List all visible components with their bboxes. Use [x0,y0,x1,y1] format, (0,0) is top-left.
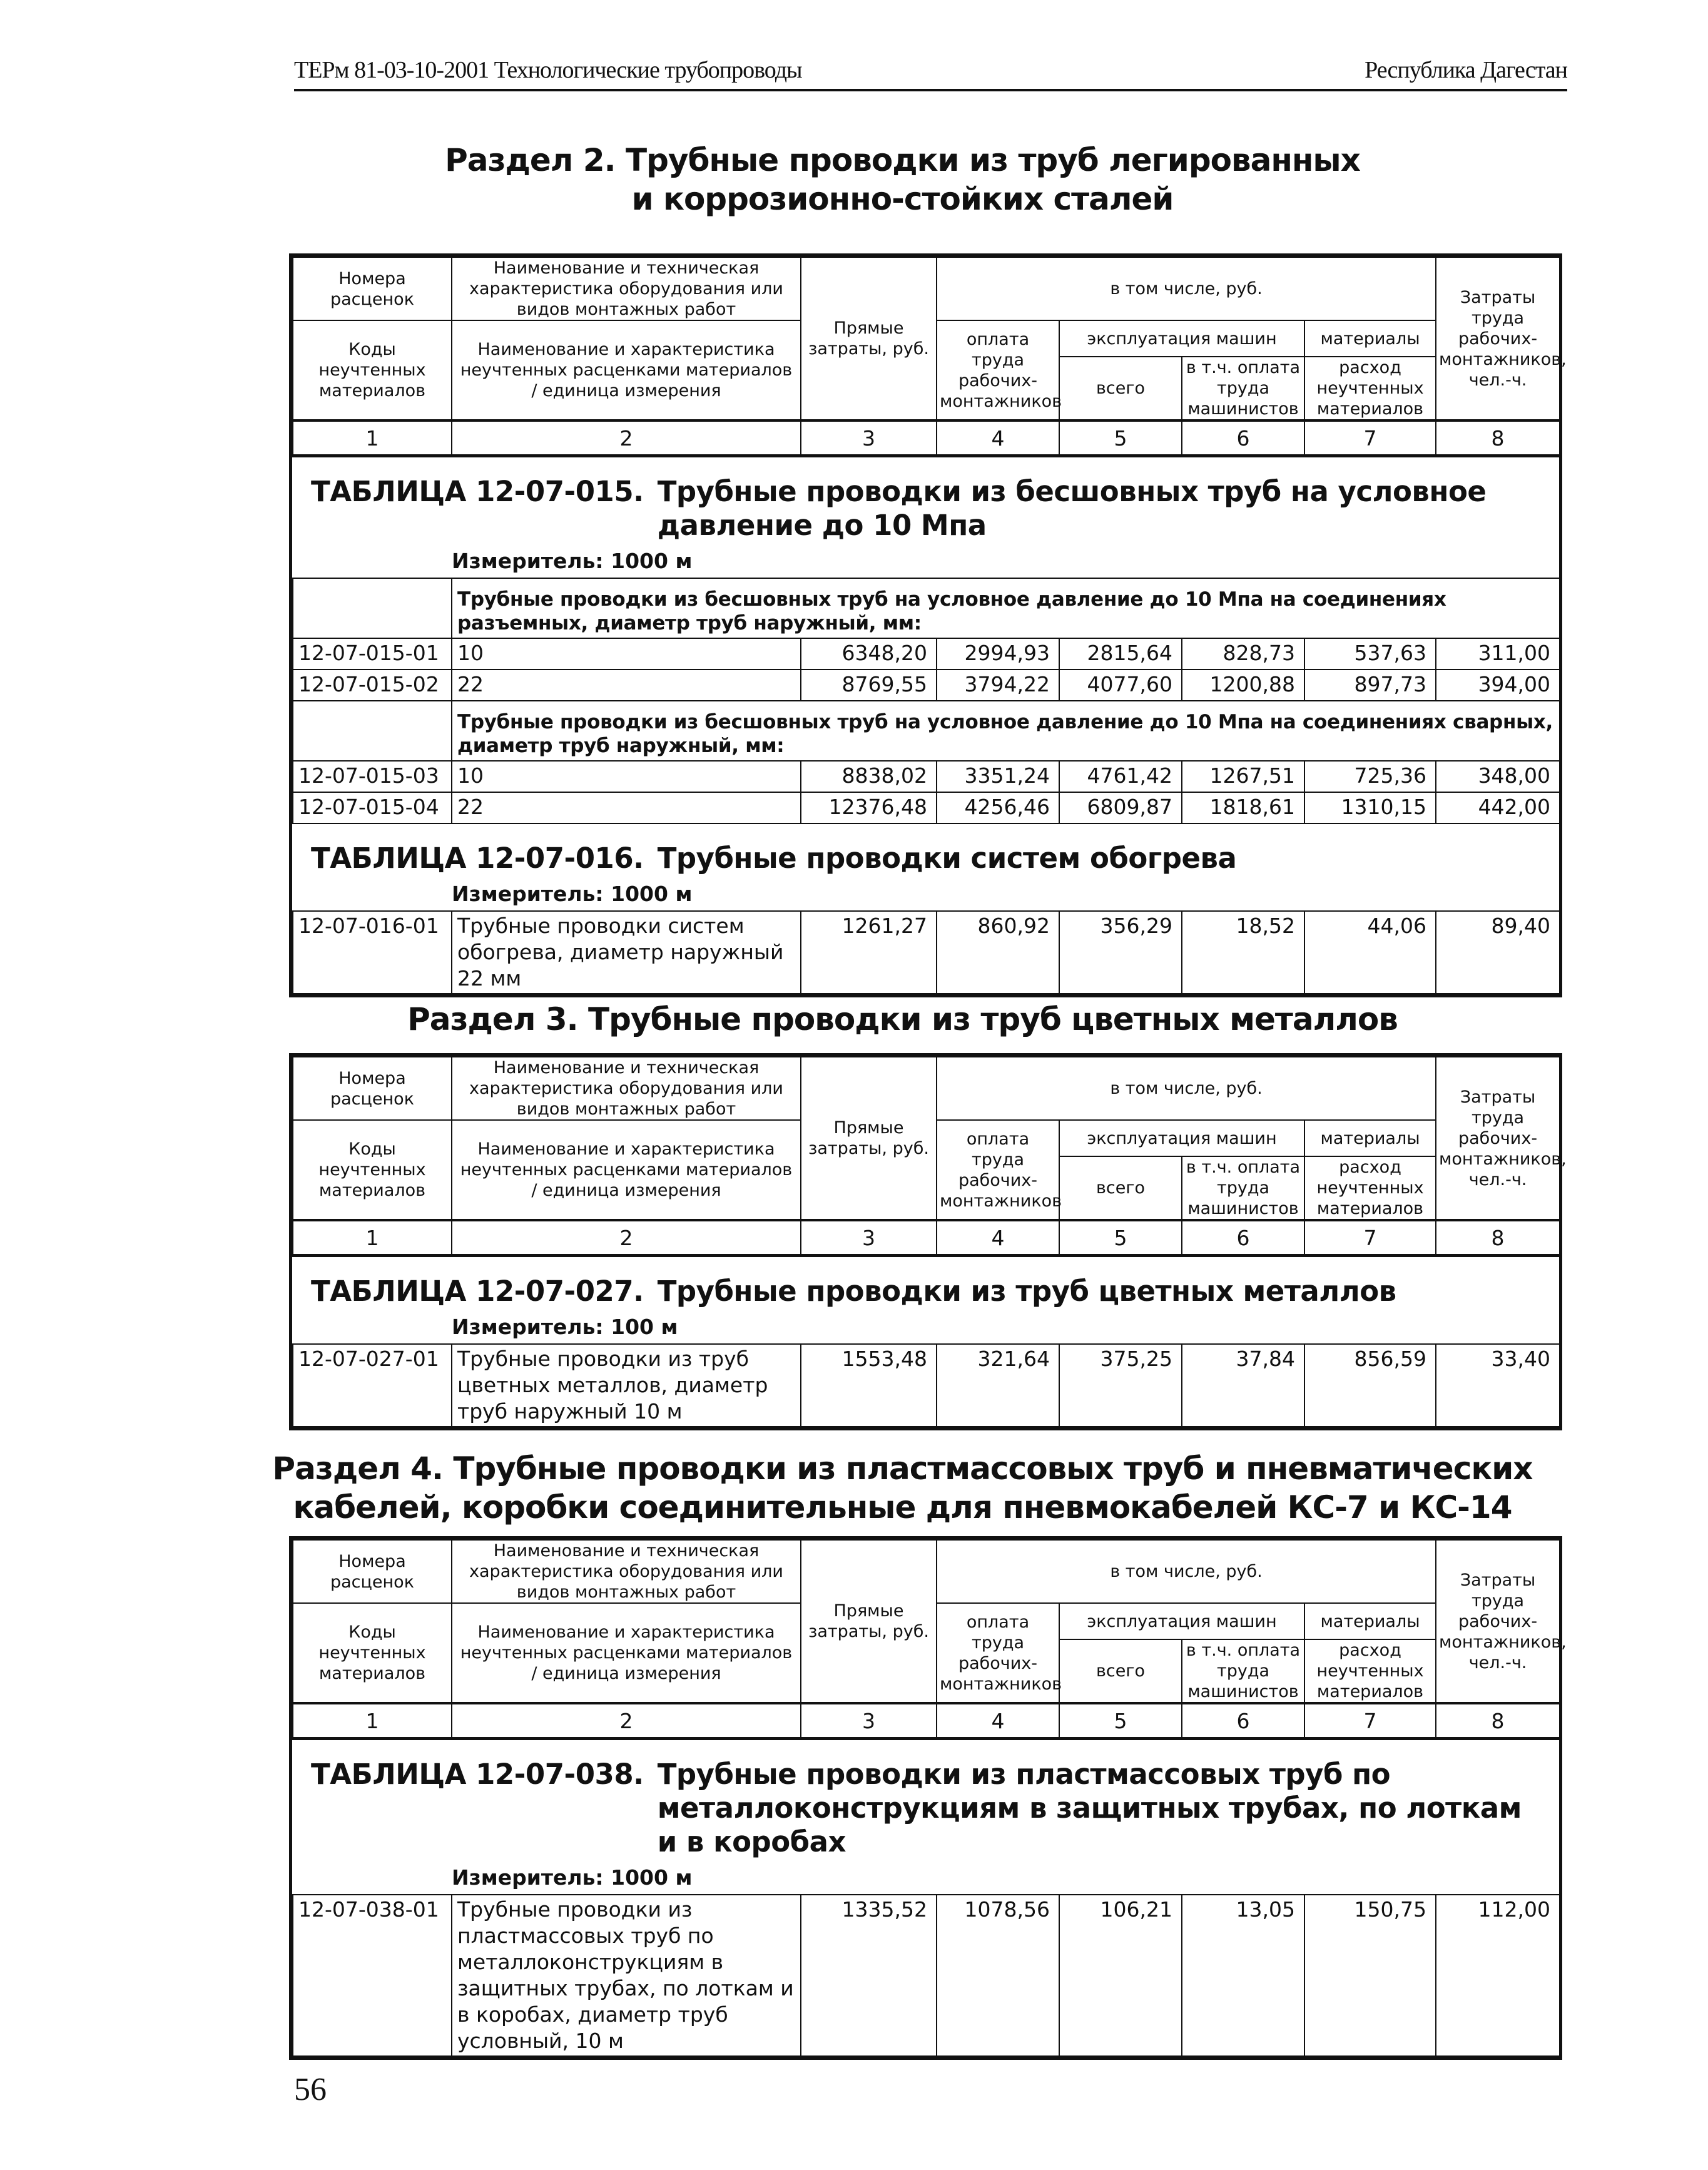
column-header [292,257,1567,457]
column-number: 3 [801,1220,937,1256]
page-number: 56 [294,2072,327,2107]
table-code: ТАБЛИЦА 12-07-016. [311,842,644,875]
cell-c7: 856,59 [1304,1344,1436,1427]
cell-c4: 4256,46 [937,792,1059,823]
work-name: Трубные проводки из труб цветных металлов, диаметр труб наружный 10 м [452,1344,801,1427]
table-title [292,824,1559,875]
header-exploitation: эксплуатация машин [1059,320,1304,357]
header-group: в том числе, руб. [937,1057,1436,1120]
group-subtitle: Трубные проводки из бесшовных труб на условное давление до 10 Мпа на соединениях сварных, диаметр труб наружный, мм: [452,701,1560,761]
header-rate-numbers: Номера расценок [293,1540,452,1603]
table-meter: Измеритель: 1000 м [452,549,693,573]
cell-c3: 1335,52 [801,1895,937,2056]
header-material-usage: расход неучтенных материалов [1304,1639,1436,1703]
work-name: Трубные проводки систем обогрева, диаметр наружный 22 мм [452,911,801,994]
cell-c4: 321,64 [937,1344,1059,1427]
rate-code: 12-07-015-03 [293,761,452,792]
section-table [289,1053,1567,1430]
header-machinist-wage: в т.ч. оплата труда машинистов [1182,1639,1304,1703]
data-table [292,1343,1560,1427]
section-title: Раздел 3. Трубные проводки из труб цветных металлов [407,1001,1398,1037]
header-machinist-wage: в т.ч. оплата труда машинистов [1182,357,1304,420]
cell-c7: 537,63 [1304,638,1436,670]
table-code: ТАБЛИЦА 12-07-027. [311,1275,644,1308]
cell-c6: 1818,61 [1182,792,1304,823]
column-number: 5 [1059,420,1182,456]
table-meter: Измеритель: 1000 м [452,882,693,906]
cell-c6: 1200,88 [1182,670,1304,701]
header-labor-costs: Затраты труда рабочих-монтажников, чел.-ч. [1436,257,1560,420]
cell-c7: 150,75 [1304,1895,1436,2056]
header-materials: материалы [1304,320,1436,357]
cell-c3: 8838,02 [801,761,937,792]
header-wage: оплата труда рабочих-монтажников [937,1603,1059,1703]
table-row [293,792,1560,823]
cell-c6: 828,73 [1182,638,1304,670]
column-number: 4 [937,420,1059,456]
column-number: 7 [1304,1220,1436,1256]
column-number: 6 [1182,420,1304,456]
cell-c7: 44,06 [1304,911,1436,994]
cell-c6: 37,84 [1182,1344,1304,1427]
table-title [292,457,1559,542]
header-group: в том числе, руб. [937,1540,1436,1603]
cell-c5: 106,21 [1059,1895,1182,2056]
column-number: 4 [937,1703,1059,1739]
cell-c5: 4761,42 [1059,761,1182,792]
table-meter: Измеритель: 100 м [452,1315,678,1339]
cell-c8: 311,00 [1436,638,1560,670]
header-direct-costs: Прямые затраты, руб. [801,257,937,420]
cell-c3: 8769,55 [801,670,937,701]
header-rate-numbers: Номера расценок [293,257,452,320]
subtitle-spacer [293,578,452,638]
cell-c3: 1553,48 [801,1344,937,1427]
table-title [292,1257,1559,1308]
cell-c4: 3351,24 [937,761,1059,792]
cell-c5: 2815,64 [1059,638,1182,670]
header-materials: материалы [1304,1120,1436,1156]
table-code: ТАБЛИЦА 12-07-038. [311,1758,644,1791]
header-material-usage: расход неучтенных материалов [1304,357,1436,420]
cell-c7: 1310,15 [1304,792,1436,823]
column-number: 6 [1182,1220,1304,1256]
cell-c8: 394,00 [1436,670,1560,701]
header-material-name: Наименование и характеристика неучтенных расценками материалов / единица измерения [452,1120,801,1220]
column-number: 3 [801,420,937,456]
column-header [292,1539,1567,1740]
cell-c8: 348,00 [1436,761,1560,792]
table-row [293,911,1560,994]
rate-code: 12-07-015-02 [293,670,452,701]
work-name: Трубные проводки из пластмассовых труб по металлоконструкциям в защитных трубах, по лоткам и в коробах, диаметр труб условный, 10 м [452,1895,801,2056]
table-row [293,638,1560,670]
table-name: Трубные проводки из пластмассовых труб по металлоконструкциям в защитных трубах, по лоткам и в коробах [657,1758,1522,1858]
column-number: 5 [1059,1220,1182,1256]
column-number: 1 [293,1703,452,1739]
column-number: 1 [293,1220,452,1256]
header-material-name: Наименование и характеристика неучтенных расценками материалов / единица измерения [452,1603,801,1703]
column-number: 8 [1436,1220,1560,1256]
column-number: 2 [452,420,801,456]
work-name: 22 [452,670,801,701]
header-total: всего [1059,1156,1182,1220]
data-table [292,910,1560,994]
cell-c8: 112,00 [1436,1895,1560,2056]
cell-c8: 89,40 [1436,911,1560,994]
header-direct-costs: Прямые затраты, руб. [801,1057,937,1220]
cell-c7: 897,73 [1304,670,1436,701]
table-name: Трубные проводки из труб цветных металлов [657,1275,1396,1308]
header-rate-numbers: Номера расценок [293,1057,452,1120]
column-number: 4 [937,1220,1059,1256]
data-table [292,1894,1560,2057]
table-row [293,670,1560,701]
header-work-name: Наименование и техническая характеристика оборудования или видов монтажных работ [452,1540,801,1603]
running-header-right: Республика Дагестан [1365,57,1567,83]
column-header [292,1056,1567,1257]
cell-c8: 33,40 [1436,1344,1560,1427]
section-title: Раздел 2. Трубные проводки из труб легированных и коррозионно-стойких сталей [445,142,1360,217]
section-table [289,1536,1567,2060]
header-material-codes: Коды неучтенных материалов [293,320,452,420]
header-total: всего [1059,1639,1182,1703]
column-number: 2 [452,1220,801,1256]
header-work-name: Наименование и техническая характеристика оборудования или видов монтажных работ [452,257,801,320]
cell-c5: 356,29 [1059,911,1182,994]
table-meter: Измеритель: 1000 м [452,1865,693,1890]
header-material-usage: расход неучтенных материалов [1304,1156,1436,1220]
work-name: 10 [452,638,801,670]
header-exploitation: эксплуатация машин [1059,1603,1304,1639]
rate-code: 12-07-015-04 [293,792,452,823]
column-number: 3 [801,1703,937,1739]
table-code: ТАБЛИЦА 12-07-015. [311,475,644,508]
column-number: 7 [1304,1703,1436,1739]
table-name: Трубные проводки из бесшовных труб на условное давление до 10 Мпа [657,475,1487,542]
header-material-codes: Коды неучтенных материалов [293,1603,452,1703]
cell-c5: 6809,87 [1059,792,1182,823]
cell-c3: 1261,27 [801,911,937,994]
cell-c3: 6348,20 [801,638,937,670]
column-number: 1 [293,420,452,456]
running-header [294,51,1567,91]
column-number: 7 [1304,420,1436,456]
rate-code: 12-07-038-01 [293,1895,452,2056]
header-material-codes: Коды неучтенных материалов [293,1120,452,1220]
group-subtitle: Трубные проводки из бесшовных труб на условное давление до 10 Мпа на соединениях разъемных, диаметр труб наружный, мм: [452,578,1560,638]
header-materials: материалы [1304,1603,1436,1639]
cell-c4: 3794,22 [937,670,1059,701]
work-name: 10 [452,761,801,792]
cell-c6: 18,52 [1182,911,1304,994]
cell-c8: 442,00 [1436,792,1560,823]
work-name: 22 [452,792,801,823]
table-name: Трубные проводки систем обогрева [657,842,1237,875]
column-number: 2 [452,1703,801,1739]
header-direct-costs: Прямые затраты, руб. [801,1540,937,1703]
table-title [292,1740,1559,1859]
header-material-name: Наименование и характеристика неучтенных расценками материалов / единица измерения [452,320,801,420]
header-work-name: Наименование и техническая характеристика оборудования или видов монтажных работ [452,1057,801,1120]
table-row [293,1344,1560,1427]
table-row [293,761,1560,792]
rate-code: 12-07-027-01 [293,1344,452,1427]
cell-c7: 725,36 [1304,761,1436,792]
header-wage: оплата труда рабочих-монтажников [937,1120,1059,1220]
cell-c5: 4077,60 [1059,670,1182,701]
column-number: 6 [1182,1703,1304,1739]
column-number: 8 [1436,1703,1560,1739]
running-header-left: ТЕРм 81-03-10-2001 Технологические трубопроводы [294,57,802,83]
rate-code: 12-07-016-01 [293,911,452,994]
cell-c4: 1078,56 [937,1895,1059,2056]
section-table [289,253,1567,997]
section-title: Раздел 4. Трубные проводки из пластмассовых труб и пневматических кабелей, коробки соединительные для пневмокабелей КС-7 и КС-14 [272,1450,1533,1526]
header-group: в том числе, руб. [937,257,1436,320]
header-wage: оплата труда рабочих-монтажников [937,320,1059,420]
table-row [293,1895,1560,2056]
cell-c4: 2994,93 [937,638,1059,670]
cell-c4: 860,92 [937,911,1059,994]
data-table [292,578,1560,824]
cell-c3: 12376,48 [801,792,937,823]
subtitle-spacer [293,701,452,761]
rate-code: 12-07-015-01 [293,638,452,670]
column-number: 5 [1059,1703,1182,1739]
header-exploitation: эксплуатация машин [1059,1120,1304,1156]
cell-c6: 1267,51 [1182,761,1304,792]
header-labor-costs: Затраты труда рабочих-монтажников, чел.-ч. [1436,1540,1560,1703]
header-machinist-wage: в т.ч. оплата труда машинистов [1182,1156,1304,1220]
header-labor-costs: Затраты труда рабочих-монтажников, чел.-ч. [1436,1057,1560,1220]
cell-c6: 13,05 [1182,1895,1304,2056]
header-total: всего [1059,357,1182,420]
column-number: 8 [1436,420,1560,456]
cell-c5: 375,25 [1059,1344,1182,1427]
